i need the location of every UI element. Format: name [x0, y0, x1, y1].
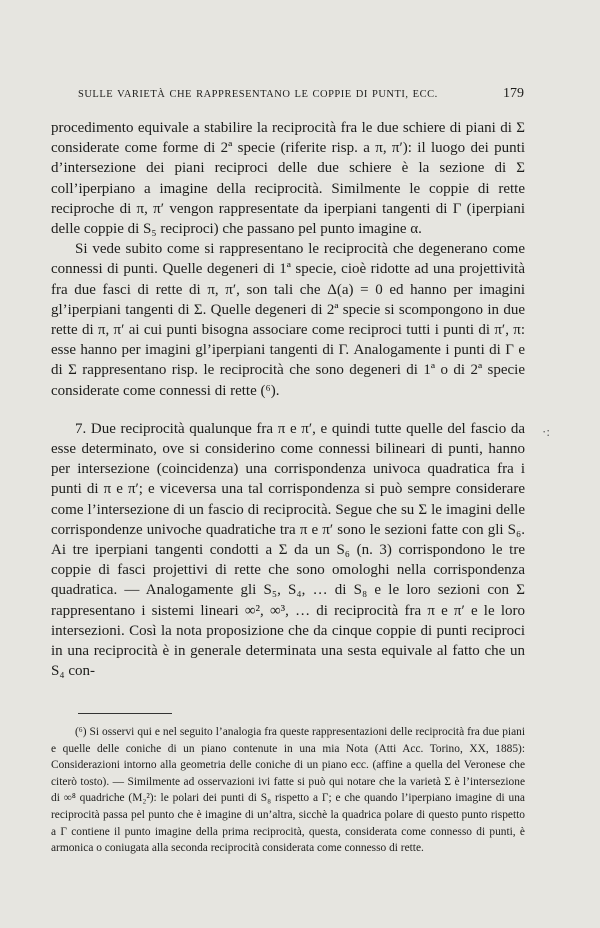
- paragraph-continuation: procedimento equivale a stabilire la reciprocità fra le due schiere di piani di Σ considerate come forme di 2ª specie (riferite risp. a π, π′): il luogo dei punti d’intersezione dei piani reciproci delle due schiere è la sezione di Σ coll’iperpiano a imagine della reciprocità. Similmente le coppie di rette reciproche di π, π′ vengon rappresentate da iperpiani tangenti di Γ (iperpiani delle coppie di S₅ reciproci) che passano pel punto imagine α.: [51, 120, 525, 238]
- footnote-rule: [78, 713, 172, 714]
- paragraph-section-7: 7. Due reciprocità qualunque fra π e π′, e quindi tutte quelle del fascio da esse determinato, ove si considerino come connessi bilineari di punti, hanno per intersezione (coincidenza) una corrispondenza univoca quadratica fra i punti di π e π′; e viceversa una tal corrispondenza si può sempre considerare come l’intersezione di un fascio di reciprocità. Segue che su Σ le imagini delle corrispondenze univoche quadratiche tra π e π′ sono le sezioni fatte con gli S₆. Ai tre iperpiani tangenti condotti a Σ da un S₆ (n. 3) corrispondono le tre coppie di fasci projettivi di rette che sono omologhi nella corrispondenza quadratica. — Analogamente gli S₅, S₄, … di S₈ e le loro sezioni con Σ rappresentano i sistemi lineari ∞², ∞³, … di reciprocità fra π e π′ e le loro intersezioni. Così la nota proposizione che da cinque coppie di punti reciproci in una reciprocità è in generale determinata una sesta equivale al fatto che un S₄ con-: [51, 420, 525, 680]
- footnote-6: (⁶) Si osservi qui e nel seguito l’analogia fra queste rappresentazioni delle reciprocità fra due piani e quelle delle coniche di un piano contenute in una mia Nota (Atti Acc. Torino, XX, 1885): Considerazioni intorno alla geometria delle coniche di un piano ecc. (affine a quella del Veronese che citerò tosto). — Similmente ad osservazioni ivi fatte si può qui notare che la varietà Σ è l’intersezione di ∞⁸ quadriche (M₂²): le polari dei punti di S₈ rispetto a Γ; e che quando l’iperpiano imagine di una reciprocità passa pel punto che è imagine di un’altra, sicchè la quadrica polare di questo punto rispetto a Γ contiene il punto imagine della prima reciprocità, questa, considerata come connesso di punti, è armonica o coniugata alla seconda reciprocità considerata come connesso di rette.: [51, 726, 525, 855]
- paragraph-degenerate-reciprocities: Si vede subito come si rappresentano le reciprocità che degenerano come connessi di punti. Quelle degeneri di 1ª specie, cioè ridotte ad una projettività fra due fasci di rette di π, π′, son tali che Δ(a) = 0 ed hanno per imagini gl’iperpiani tangenti di Σ. Quelle degeneri di 2ª specie si scompongono in due rette di π, π′ ai cui punti bisogna associare come reciproci tutti i punti di π′, π: esse hanno per imagini gl’iperpiani tangenti di Γ. Analogamente i punti di Γ e di Σ rappresentano risp. le reciprocità che sono degeneri di 1ª o di 2ª specie considerate come connessi di rette (⁶).: [51, 241, 525, 399]
- running-head: SULLE VARIETÀ CHE RAPPRESENTANO LE COPPIE DI PUNTI, ECC.: [78, 89, 438, 100]
- margin-mark: ·:: [542, 424, 550, 439]
- body-text: [51, 118, 525, 681]
- page-number: 179: [503, 86, 524, 101]
- page-header: [78, 86, 524, 102]
